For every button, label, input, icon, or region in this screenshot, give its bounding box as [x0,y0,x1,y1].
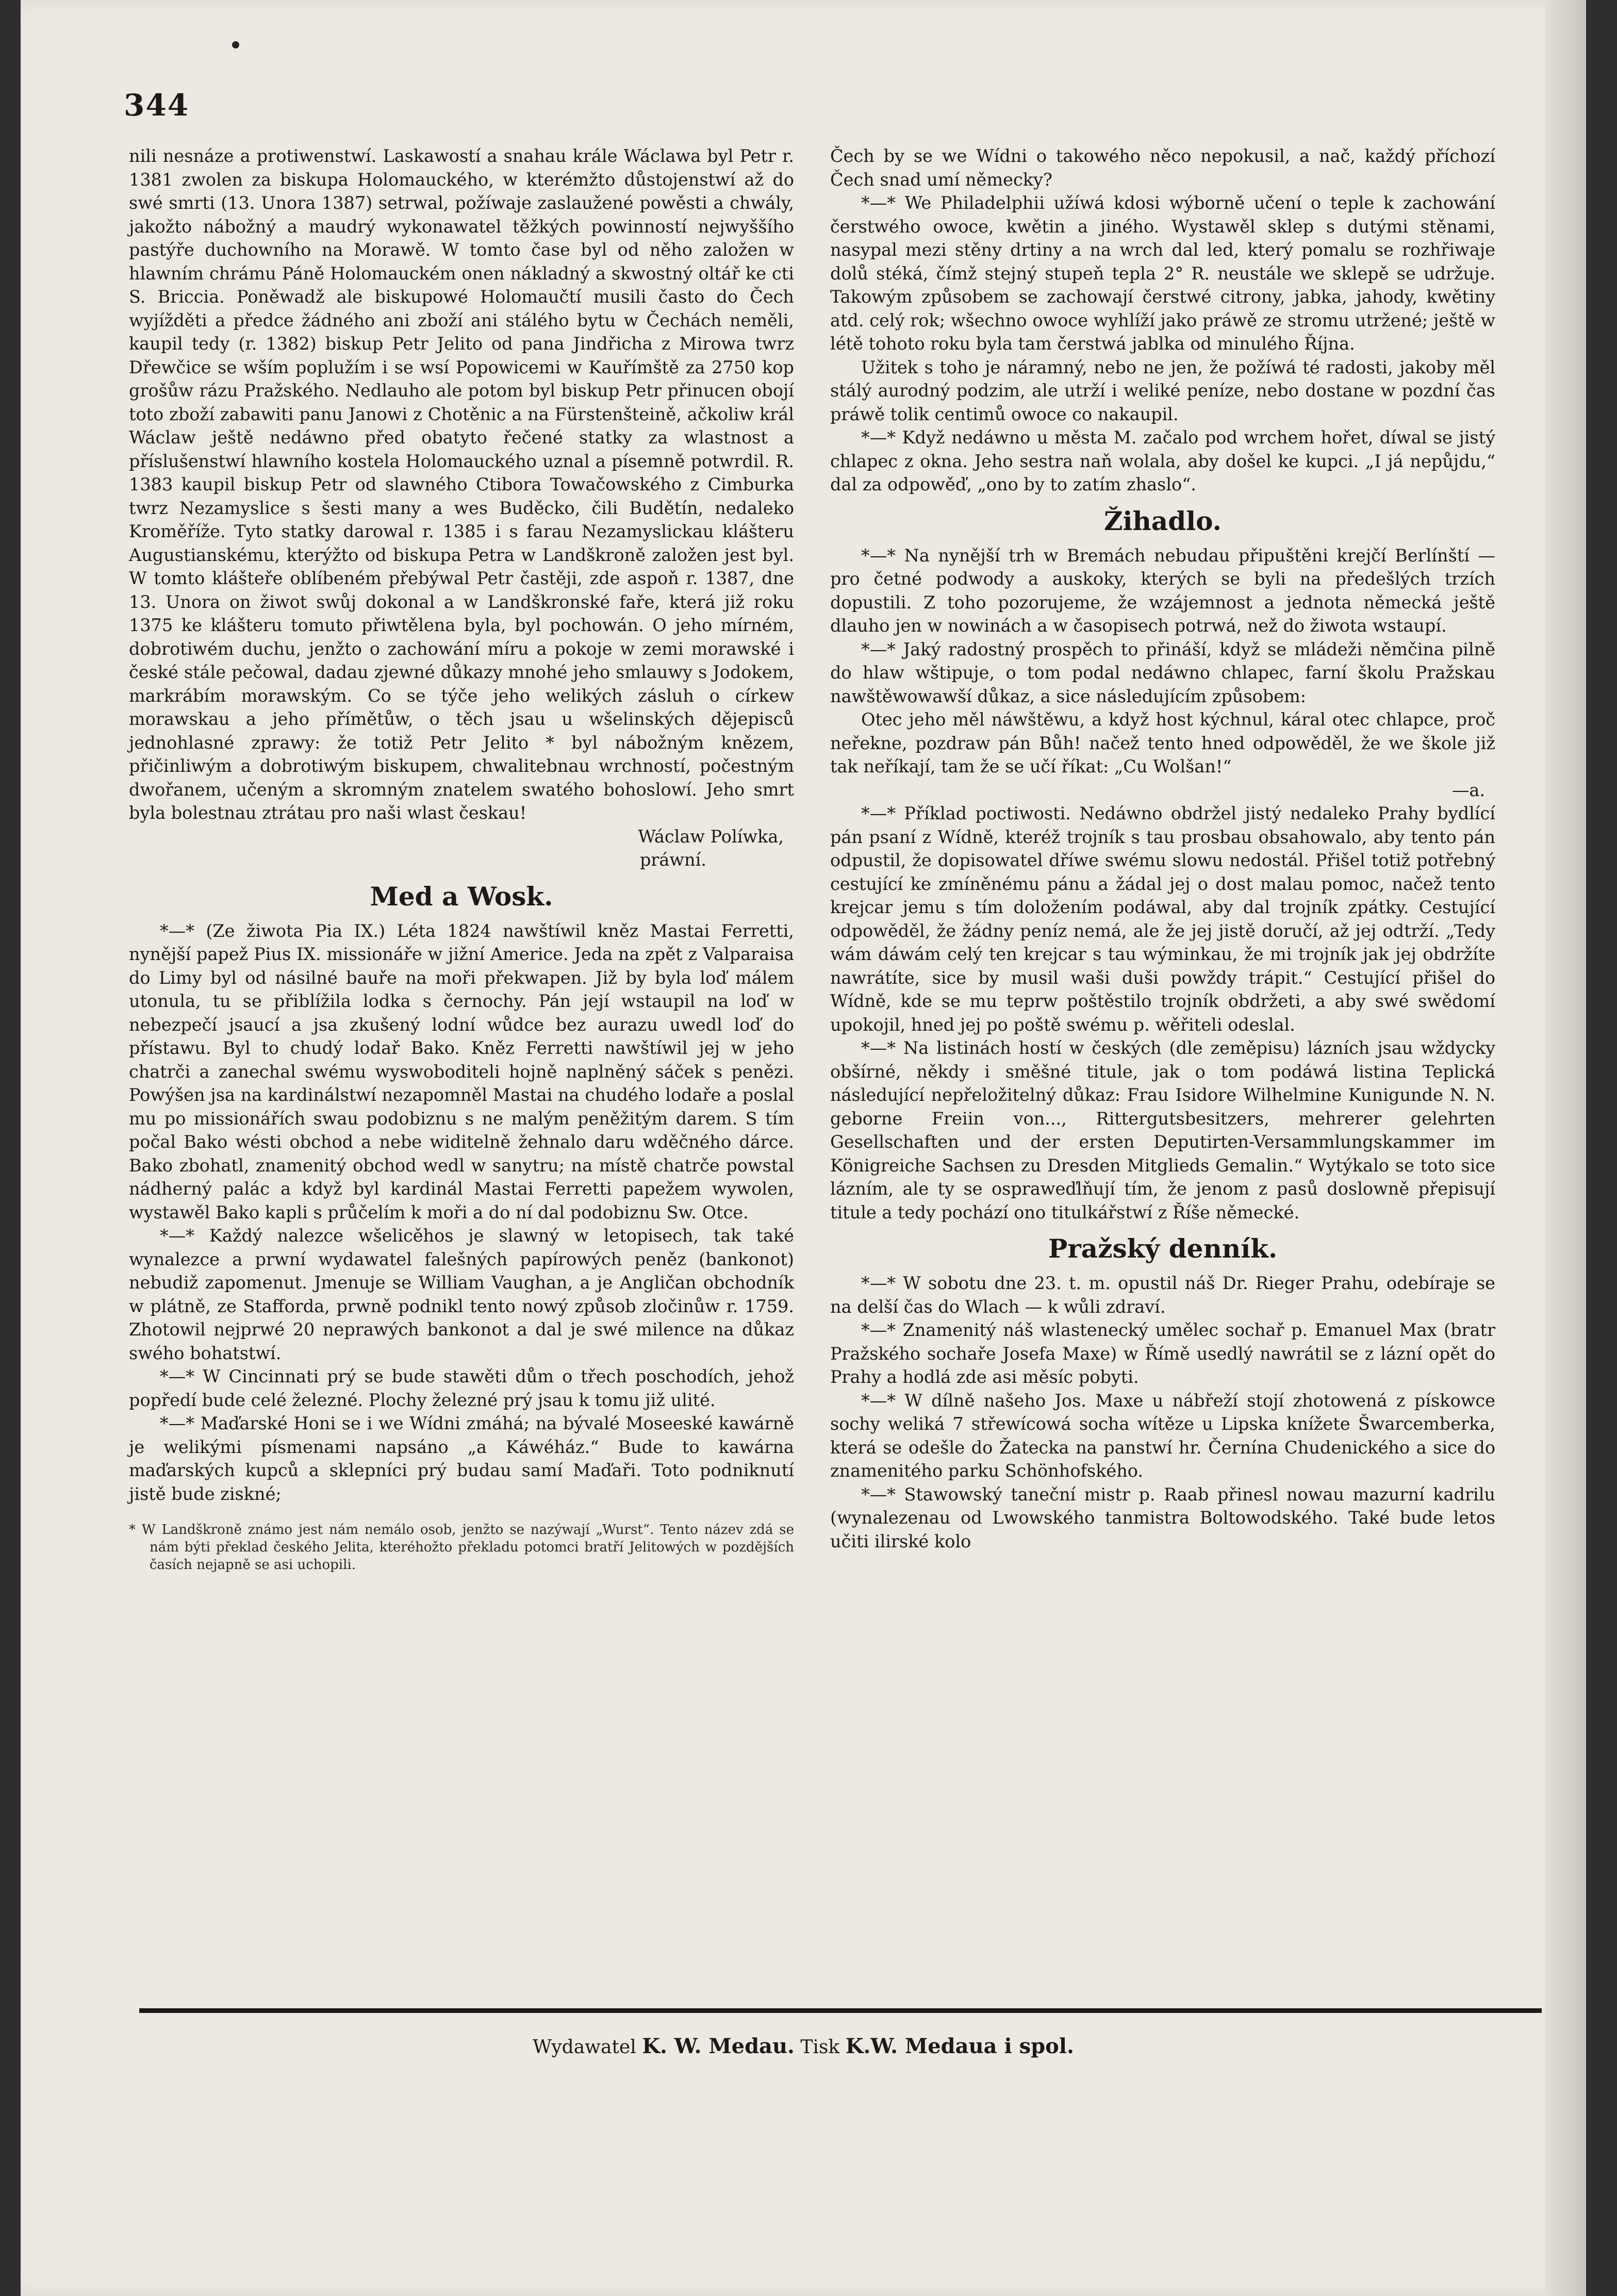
article-paragraph: *—* Příklad poctiwosti. Nedáwno obdržel jistý nedaleko Prahy bydlící pán psaní z Wídně, kteréž trojník s tau prosbau obsahowalo, aby tento pán odpustil, že dopisowatel dříwe swému slowu nedostál. Přišel totiž potřebný cestující ke zmíněnému pánu a žádal jej o dost malau pomoc, načež tento krejcar jemu s tím doložením podáwal, aby dal trojník zpátky. Cestující odpowěděl, že žádny peníz nemá, ale že jej jistě doručí, až jej odtrží. „Tedy wám dáwám celý ten krejcar s tau wýminkau, že mi trojník jak jej obdržíte nawrátíte, sice by musil waši duši powždy trápit.“ Cestující přišel do Wídně, kde se mu teprw poštěstilo trojník obdržeti, a aby swé swědomí upokojil, hned jej po poště swému p. wěřiteli odeslal. [830,803,1495,1035]
article-paragraph: *—* We Philadelphii užíwá kdosi wýborně učení o teple k zachowání čerstwého owoce, kwětin a jiného. Wystawěl sklep s dutými stěnami, nasypal mezi stěny drtiny a na wrch dal led, který pomalu se rozhřiwaje dolů stéká, čímž stejný stupeň tepla 2° R. neustále we sklepě se udržuje. Takowým způsobem se zachowají čerstwé citrony, jabka, jahody, kwětiny atd. celý rok; wšechno owoce wyhlíží jako práwě ze stromu utržené; ještě w létě tohoto roku byla tam čerstwá jablka od minulého Října. [830,193,1495,354]
article-paragraph: Čech by se we Wídni o takowého něco nepokusil, a nač, každý příchozí Čech snad umí německy? [830,146,1495,190]
publisher-label: Wydawatel [533,2037,636,2058]
page-number: 344 [124,88,190,123]
article-paragraph: *—* Stawowský taneční mistr p. Raab přinesl nowau mazurní kadrilu (wynalezenau od Lwowského tanmistra Boltowodského. Také bude letos učiti ilirské kolo [830,1484,1495,1551]
page-edge [1545,0,1586,2296]
section-heading-zihadlo: Žihadlo. [1103,505,1222,536]
printer-name: K.W. Medaua i spol. [845,2034,1074,2058]
article-paragraph: *—* W sobotu dne 23. t. m. opustil náš Dr. Rieger Prahu, odebíraje se na delší čas do Wlach — k wůli zdraví. [830,1273,1495,1317]
bottom-rule [139,2008,1542,2013]
footnote: * W Landškroně známo jest nám nemálo osob, jenžto se nazýwají „Wurst“. Tento název zdá se nám býti překlad českého Jelita, kteréhožto překladu potomci bratří Jelitowých w pozdějších časích nejapně se asi uchopili. [129,1522,794,1573]
intro-paragraph: nili nesnáze a protiwenstwí. Laskawostí a snahau krále Wáclawa byl Petr r. 1381 zwolen za biskupa Holomauckého, w kterémžto důstojenstwí až do swé smrti (13. Unora 1387) setrwal, požíwaje zaslaužené powěsti a chwály, jakožto nábožný a maudrý wykonawatel těžkých powinností nejwyššího pastýře duchowního na Morawě. W tomto čase byl od něho založen w hlawním chrámu Páně Holomauckém onen nákladný a skwostný oltář ke cti S. Briccia. Poněwadž ale biskupowé Holomaučtí musili často do Čech wyjížděti a předce žádného ani zboží ani stálého bytu w Čechách neměli, kaupil tedy (r. 1382) biskup Petr Jelito od pana Jindřicha z Mirowa twrz Dřewčice se wším poplužím i se wsí Popowicemi w Kauřímště za 2750 kop grošůw rázu Pražského. Nedlauho ale potom byl biskup Petr přinucen obojí toto zboží zabawiti panu Janowi z Chotěnic a na Fürstenšteině, ačkoliw král Wáclaw ještě nedáwno před obatyto řečené statky za wlastnost a příslušenstwí hlawního kostela Holomauckého uznal a písemně potwrdil. R. 1383 kaupil biskup Petr od slawného Ctibora Towačowského z Cimburka twrz Nezamyslice s šesti many a wes Buděcko, čili Budětín, nedaleko Kroměříže. Tyto statky darowal r. 1385 i s farau Nezamyslickau klášteru Augustianskému, kterýžto od biskupa Petra w Landškroně založen jest byl. W tomto klášteře oblíbeném přebýwal Petr častěji, zde aspoň r. 1387, dne 13. Unora on žiwot swůj dokonal a w Landškronské faře, která již roku 1375 ke klášteru tomuto přiwtělena byla, byl pochowán. O jeho mírném, dobrotiwém duchu, jenžto o zachowání míru a pokoje w zemi morawské i české stále pečowal, dadau zjewné důkazy mnohé jeho smlauwy s Jodokem, markrábím morawským. Co se týče jeho welikých zásluh o církew morawskau a jeho přímětůw, o těch jsau u wšelinských dějepisců jednohlasné zprawy: že totiž Petr Jelito * byl nábožným knězem, přičinliwým a dobrotiwým biskupem, chwalitebnau wrchností, počestným dwořanem, učeným a skromným znatelem swatého bohoslowí. Jeho smrt byla bolestnau ztrátau pro naši wlast českau! [129,146,794,823]
article-paragraph: *—* Maďarské Honi se i we Wídni zmáhá; na bývalé Moseeské kawárně je welikými písmenami napsáno „a Káwéház.“ Bude to kawárna maďarských kupců a sklepníci prý budau samí Maďaři. Toto podniknutí jistě bude ziskné; [129,1413,794,1504]
section-heading-med-a-wosk: Med a Wosk. [370,881,553,912]
signature-a: —a. [1451,780,1485,800]
article-paragraph: *—* Na nynější trh w Bremách nebudau připuštěni krejčí Berlínští — pro četné podwody a auskoky, kterých se byli na předešlých trzích dopustili. Z toho pozorujeme, že wzájemnost a jednota německá ještě dlauho jen w nowinách a w časopisech potrwá, než do žiwota wstaupí. [830,545,1495,636]
section-heading-prazsky-dennik: Pražský denník. [1048,1233,1278,1264]
ink-dot [232,41,239,48]
right-column [830,144,1495,1553]
article-paragraph: Užitek s toho je náramný, nebo ne jen, že požíwá té radosti, jakoby měl stálý aurodný podzim, ale utrží i weliké peníze, nebo dostane w pozdní čas práwě tolik centimů owoce co nakaupil. [830,357,1495,424]
signature-name: Wáclaw Políwka, [638,826,784,847]
left-column [129,144,794,1574]
article-paragraph: *—* Jaký radostný prospěch to přináší, když se mládeži němčina pilně do hlaw wštipuje, o tom podal nedáwno chlapec, farní školu Pražskau nawštěwowawší důkaz, a sice následujícím způsobem: [830,639,1495,706]
signature-title: práwní. [639,850,706,870]
article-paragraph: *—* Když nedáwno u města M. začalo pod wrchem hořet, díwal se jistý chlapec z okna. Jeho sestra naň wolala, aby došel ke kupci. „I já nepůjdu,“ dal za odpowěď, „ono by to zatím zhaslo“. [830,427,1495,494]
article-paragraph: *—* (Ze žiwota Pia IX.) Léta 1824 nawštíwil kněz Mastai Ferretti, nynější papež Pius IX. missionáře w jižní Americe. Jeda na zpět z Valparaisa do Limy byl od násilné bauře na moři překwapen. Již by byla loď málem utonula, tu se přiblížila lodka s černochy. Pán její wstaupil na loď w nebezpečí jsaucí a jsa zkušený lodní wůdce bez aurazu uwedl loď do přístawu. Byl to chudý lodař Bako. Kněz Ferretti nawštíwil jej w jeho chatrči a zanechal swému wyswoboditeli hojně naplněný sáček s penězi. Powýšen jsa na kardinálstwí nezapomněl Mastai na chudého lodaře a poslal mu po missionářích swau podobiznu s ne malým peněžitým darem. S tím počal Bako wésti obchod a nebe widitelně žehnalo daru wděčného dárce. Bako zbohatl, znamenitý obchod wedl w sanytru; na místě chatrče powstal nádherný palác a když byl kardinál Mastai Ferretti papežem wywolen, wystawěl Bako kapli s průčelím k moři a do ní dal podobiznu Sw. Otce. [129,920,794,1223]
article-paragraph: *—* Na listinách hostí w českých (dle zeměpisu) lázních jsau wždycky obšírné, někdy i směšné titule, jak o tom podáwá listina Teplická následující nepřeložitelný důkaz: Frau Isidore Wilhelmine Kunigunde N. N. geborne Freiin von..., Rittergutsbesitzers, mehrerer gelehrten Gesellschaften und der ersten Deputirten-Versammlungskammer im Königreiche Sachsen zu Dresden Mitglieds Gemalin.“ Wytýkalo se toto sice lázním, ale ty se ospraweďlňují tím, že jenom z pasů doslowně přepisují titule a tedy pochází ono titulkářstwí z Říše německé. [830,1038,1495,1223]
article-paragraph: *—* Každý nalezce wšelicěhos je slawný w letopisech, tak také wynalezce a prwní wydawatel falešných papírowých peněz (bankonot) nebudiž zapomenut. Jmenuje se William Vaughan, a je Angličan obchodník w plátně, ze Stafforda, prwně podnikl tento nowý způsob zločinůw r. 1759. Zhotowil nejprwé 20 neprawých bankonot a dal je swé milence na důkaz swého bohatstwí. [129,1226,794,1363]
printer-label: Tisk [800,2037,840,2058]
article-paragraph: *—* W Cincinnati prý se bude stawěti dům o třech poschodích, jehož popředí bude celé železné. Plochy železné prý jsau k tomu již ulité. [129,1366,794,1410]
article-paragraph: *—* Znamenitý náš wlastenecký umělec sochař p. Emanuel Max (bratr Pražského sochaře Josefa Maxe) w Římě usedlý nawrátil se z lázní opět do Prahy a hodlá zde asi měsíc pobyti. [830,1320,1495,1387]
newspaper-page [21,0,1586,2296]
article-paragraph: *—* W dílně našeho Jos. Maxe u nábřeží stojí zhotowená z pískowce sochy weliká 7 střewícowá socha wítěze u Lipska knížete Šwarcemberka, která se odešle do Žatecka na panstwí hr. Černína Chudenického a sice do znamenitého parku Schönhofského. [830,1390,1495,1481]
article-paragraph: Otec jeho měl náwštěwu, a když host kýchnul, káral otec chlapce, proč neřekne, pozdraw pán Bůh! načež tento hned odpowěděl, že we škole již tak neříkají, tam že se učí říkat: „Cu Wolšan!“ [830,709,1495,777]
publisher-name: K. W. Medau. [642,2034,795,2058]
imprint [21,2034,1586,2058]
